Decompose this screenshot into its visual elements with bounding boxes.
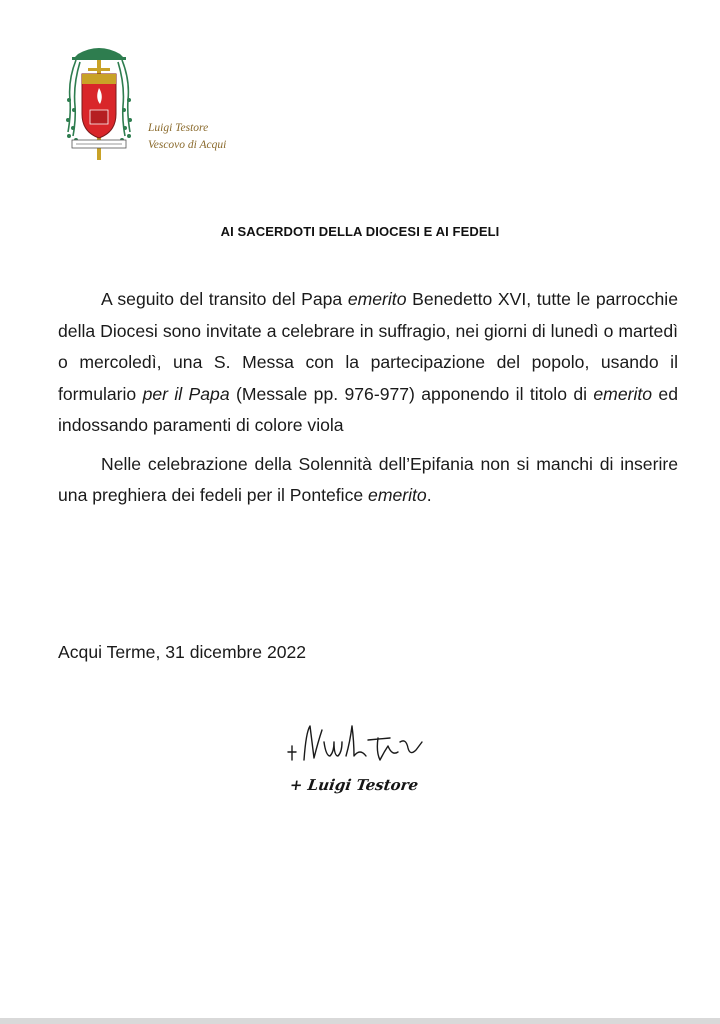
p1-emphasis-1: emerito bbox=[347, 289, 407, 309]
p1-text-3: (Messale pp. 976-977) apponendo il titolo di bbox=[229, 383, 594, 404]
coat-of-arms-icon bbox=[64, 40, 134, 162]
p1-text-2: Benedetto XVI, tutte le parrocchie della Diocesi sono invitate a celebrare in suffragio, nei giorni di lunedì o martedì o mercoledì, una S. Messa con la partecipazione del popolo, usando il formulario bbox=[58, 289, 678, 404]
paragraph-1 bbox=[58, 284, 678, 442]
bishop-name: Luigi Testore bbox=[148, 122, 209, 134]
p1-emphasis-3: emerito bbox=[593, 383, 653, 404]
p2-emphasis-1: emerito bbox=[368, 485, 427, 505]
letter-body bbox=[58, 284, 678, 512]
p2-text-1: Nelle celebrazione della Solennità dell’Epifania non si manchi di inserire una preghiera dei fedeli per il Pontefice bbox=[58, 453, 678, 505]
letterhead bbox=[148, 120, 226, 154]
dateline: Acqui Terme, 31 dicembre 2022 bbox=[58, 642, 307, 662]
printed-signature-name: + Luigi Testore bbox=[288, 776, 420, 794]
document-heading: AI SACERDOTI DELLA DIOCESI E AI FEDELI bbox=[220, 224, 500, 239]
paragraph-2 bbox=[58, 449, 678, 512]
p1-text-1: A seguito del transito del Papa bbox=[101, 289, 348, 309]
page-bottom-edge bbox=[0, 1018, 720, 1024]
bishop-title: Vescovo di Acqui bbox=[148, 139, 227, 151]
p1-text-4: ed indossando paramenti di colore viola bbox=[58, 383, 678, 435]
p2-text-2: . bbox=[426, 485, 432, 505]
p1-emphasis-2: per il Papa bbox=[142, 383, 230, 404]
